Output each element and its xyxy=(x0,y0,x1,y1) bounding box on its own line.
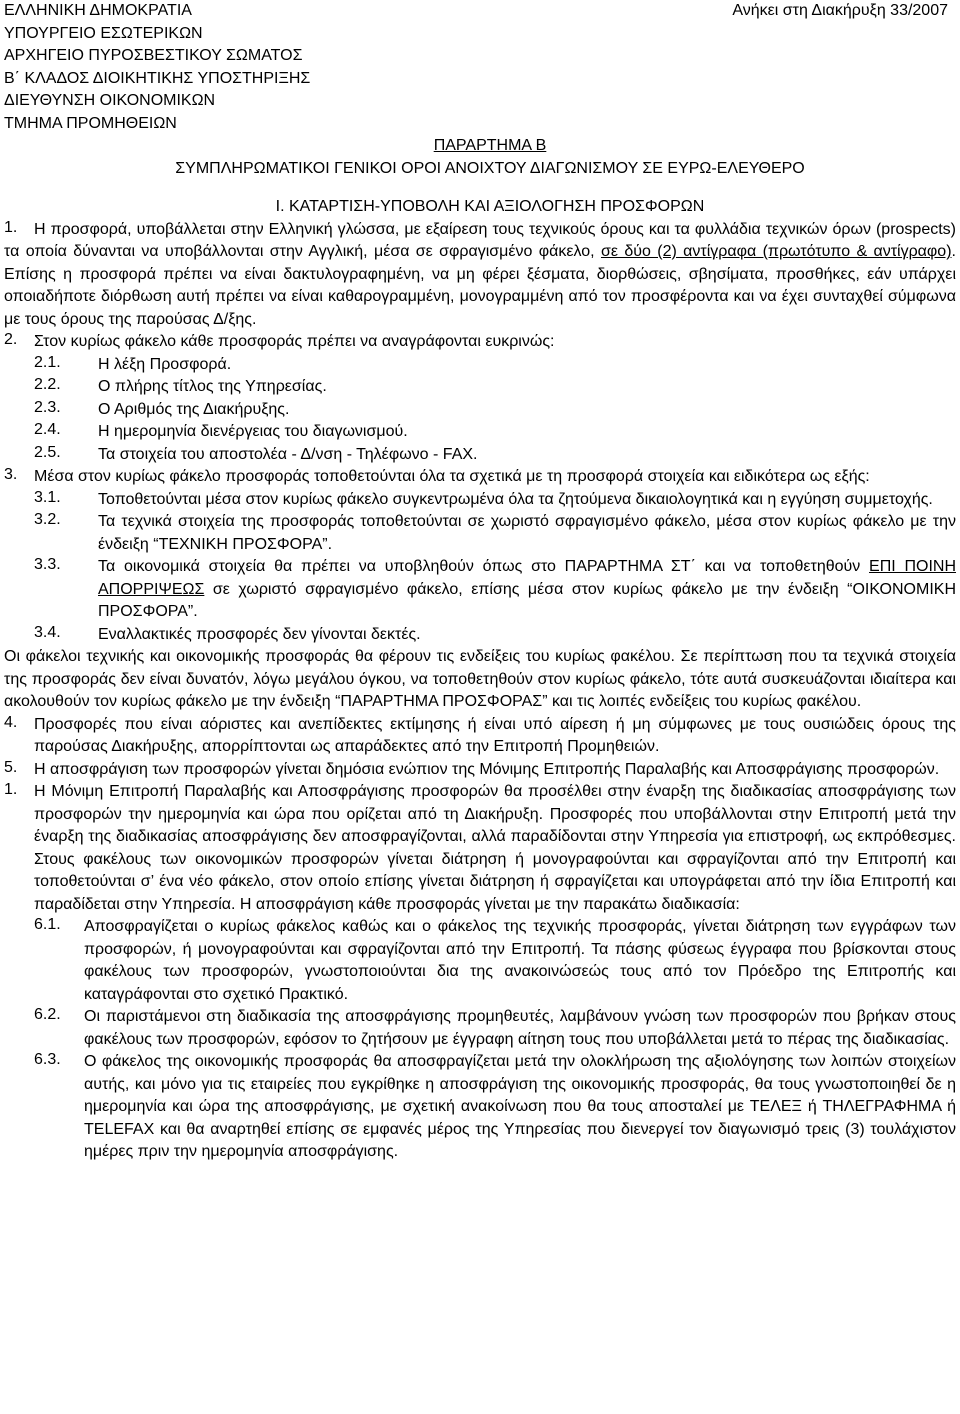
annex-subtitle: ΣΥΜΠΛΗΡΩΜΑΤΙΚΟΙ ΓΕΝΙΚΟΙ ΟΡΟΙ ΑΝΟΙΧΤΟΥ ΔΙΑΓΩΝΙΣΜΟΥ ΣΕ ΕΥΡΩ-ΕΛΕΥΘΕΡΟ xyxy=(175,159,805,177)
paragraph-4: 4. Προσφορές που είναι αόριστες και ανεπίδεκτες εκτίμησης ή είναι υπό αίρεση ή μη σύμφωνες με τους ουσιώδεις όρους της παρούσας Διακήρυξης, απορρίπτονται ως απαράδεκτες από την Επιτροπή Προμηθειών. xyxy=(4,714,956,759)
list-item: 6.3. Ο φάκελος της οικονομικής προσφοράς θα αποσφραγίζεται μετά την ολοκλήρωση της αξιολόγησης των λοιπών στοιχείων αυτής, και μόνο για τις εταιρείες που εγκρίθηκε η αποσφράγιση της οικονομικής προσφοράς, θα τους γνωστοποιηθεί δε η ημερομηνία και ώρα της αποσφράγισης, με σχετική ανακοίνωση που θα τους αποσταλεί με ΤΕΛΕΞ ή ΤΗΛΕΓΡΑΦΗΜΑ ή TELEFAX και θα αναρτηθεί επίσης σε εμφανές μέρος της Υπηρεσίας που διενεργεί τον διαγωνισμό τρεις (3) τουλάχιστον ημέρες πριν την ημερομηνία αποσφράγισης. xyxy=(34,1051,956,1160)
paragraph-3: 3. Μέσα στον κυρίως φάκελο προσφοράς τοποθετούνται όλα τα σχετικά με τη προσφορά στοιχεία και ειδικότερα ως εξής: xyxy=(4,466,956,489)
list-item: 2.2. Ο πλήρης τίτλος της Υπηρεσίας. xyxy=(34,376,327,395)
list-item: 6.2. Οι παριστάμενοι στη διαδικασία της αποσφράγισης προμηθευτές, λαμβάνουν γνώση των προσφορών που βρήκαν στους φακέλους των προσφορών, εφόσον το ζητήσουν με έγγραφη αίτηση τους που υποβάλλεται μετά το πέρας της διαδικασίας. xyxy=(34,1006,956,1048)
list-item: 3.1. Τοποθετούνται μέσα στον κυρίως φάκελο συγκεντρωμένα όλα τα ζητούμενα δικαιολογητικά και η εγγύηση συμμετοχής. xyxy=(34,488,933,508)
paragraph-number: 2. xyxy=(4,331,18,348)
header-directorate: ΔΙΕΥΘΥΝΣΗ ΟΙΚΟΝΟΜΙΚΩΝ xyxy=(4,92,216,109)
header-ministry: ΥΠΟΥΡΓΕΙΟ ΕΣΩΤΕΡΙΚΩΝ xyxy=(4,24,203,42)
section-title: Ι. ΚΑΤΑΡΤΙΣΗ-ΥΠΟΒΟΛΗ ΚΑΙ ΑΞΙΟΛΟΓΗΣΗ ΠΡΟΣΦΟΡΩΝ xyxy=(275,198,705,215)
list-item: 2.4. Η ημερομηνία διενέργειας του διαγωνισμού. xyxy=(34,421,408,440)
paragraph-number: 1. xyxy=(4,781,18,798)
paragraph-2: 2. Στον κυρίως φάκελο κάθε προσφοράς πρέπει να αναγράφονται ευκρινώς: xyxy=(4,331,956,354)
list-item: 2.5. Τα στοιχεία του αποστολέα - Δ/νση - Τηλέφωνο - FAX. xyxy=(34,443,478,463)
paragraph-number: 3. xyxy=(4,466,18,483)
paragraph-number: 4. xyxy=(4,713,18,731)
list-item: 2.1. Η λέξη Προσφορά. xyxy=(34,353,232,373)
header-right-note: Ανήκει στη Διακήρυξη 33/2007 xyxy=(732,2,948,19)
header-country: ΕΛΛΗΝΙΚΗ ΔΗΜΟΚΡΑΤΙΑ xyxy=(4,2,192,19)
list-item: 3.4. Εναλλακτικές προσφορές δεν γίνονται δεκτές. xyxy=(34,623,421,643)
paragraph-6: 1. Η Μόνιμη Επιτροπή Παραλαβής και Αποσφράγισης προσφορών θα προσέλθει στην έναρξη της διαδικασίας αποσφράγισης των προσφορών την ημερομηνία και ώρα που ορίζεται από τη Διακήρυξη. Προσφορές που υποβάλλονται στην Επιτροπή μετά την έναρξη της διαδικασίας αποσφράγισης δεν αποσφραγίζονται, αλλά παραδίδονται στην Υπηρεσία για επιστροφή, ως εκπρόθεσμες. Στους φακέλους των οικονομικών προσφορών γίνεται διάτρηση ή μονογραφούνται και σφραγίζονται από την Επιτροπή και τοποθετούνται σ’ ένα νέο φάκελο, στον οποίο επίσης γίνεται διάτρηση ή σφραγίζεται και υπογράφεται από την ίδια Επιτροπή και παραδίδεται στην Υπηρεσία. Η αποσφράγιση κάθε προσφοράς γίνεται με την παρακάτω διαδικασία: xyxy=(4,781,956,916)
list-item: 2.3. Ο Αριθμός της Διακήρυξης. xyxy=(34,398,290,418)
annex-title: ΠΑΡΑΡΤΗΜΑ Β xyxy=(433,137,547,154)
header-headquarters: ΑΡΧΗΓΕΙΟ ΠΥΡΟΣΒΕΣΤΙΚΟΥ ΣΩΜΑΤΟΣ xyxy=(4,47,303,64)
list-item: 3.3. Τα οικονομικά στοιχεία θα πρέπει να υποβληθούν όπως στο ΠΑΡΑΡΤΗΜΑ ΣΤ΄ και να τοποθετηθούν ΕΠΙ ΠΟΙΝΗ ΑΠΟΡΡΙΨΕΩΣ σε χωριστό σφραγισμένο φάκελο, επίσης μέσα στον κυρίως φάκελο με την ένδειξη “ΟΙΚΟΝΟΜΙΚΗ ΠΡΟΣΦΟΡΑ”. xyxy=(34,556,957,620)
list-item: 6.1. Αποσφραγίζεται ο κυρίως φάκελος καθώς και ο φάκελος της τεχνικής προσφοράς, γίνεται διάτρηση των εγγράφων των προσφορών, ή μονογραφούνται και σφραγίζονται από την Επιτροπή. Τα πάσης φύσεως έγγραφα που βρίσκονται στους φακέλους των προσφορών, γνωστοποιούνται δια της ανακοινώσεώς τους από τον Πρόεδρο της Επιτροπής και καταγράφονται στο σχετικό Πρακτικό. xyxy=(34,916,956,1003)
paragraph-1: 1. Η προσφορά, υποβάλλεται στην Ελληνική γλώσσα, με εξαίρεση τους τεχνικούς όρους και τα φυλλάδια τεχνικών όρων (prospects) τα οποία δύνανται να υποβάλλονται στην Αγγλική, μέσα σε σφραγισμένο φάκελο, σε δύο (2) αντίγραφα (πρωτότυπο & αντίγραφο). Επίσης η προσφορά πρέπει να είναι δακτυλογραφημένη, να μη φέρει ξέσματα, διορθώσεις, σβησίματα, προσθήκες, εάν υπάρχει οποιαδήποτε διόρθωση αυτή πρέπει να είναι καθαρογραμμένη, μονογραμμένη από τον προσφέροντα και να έχει συνταχθεί σύμφωνα με τους όρους της παρούσας Δ/ξης. xyxy=(4,219,956,332)
list-item: 3.2. Τα τεχνικά στοιχεία της προσφοράς τοποθετούνται σε χωριστό σφραγισμένο φάκελο, μέσα στον κυρίως φάκελο με την ένδειξη “ΤΕΧΝΙΚΗ ΠΡΟΣΦΟΡΑ”. xyxy=(34,511,956,553)
paragraph-number: 1. xyxy=(4,218,18,236)
header-branch: Β΄ ΚΛΑΔΟΣ ΔΙΟΙΚΗΤΙΚΗΣ ΥΠΟΣΤΗΡΙΞΗΣ xyxy=(4,69,311,87)
header-department: ΤΜΗΜΑ ΠΡΟΜΗΘΕΙΩΝ xyxy=(4,114,177,132)
paragraph-number: 5. xyxy=(4,758,18,776)
paragraph-5: 5. Η αποσφράγιση των προσφορών γίνεται δημόσια ενώπιον της Μόνιμης Επιτροπής Παραλαβής και Αποσφράγισης προσφορών. xyxy=(4,759,956,782)
paragraph-3-closing: Οι φάκελοι τεχνικής και οικονομικής προσφοράς θα φέρουν τις ενδείξεις του κυρίως φακέλου. Σε περίπτωση που τα τεχνικά στοιχεία της προσφοράς δεν είναι δυνατόν, λόγω μεγάλου όγκου, να τοποθετηθούν στον κυρίως φάκελο, τότε αυτά συσκευάζονται ιδιαίτερα και ακολουθούν τον κυρίως φάκελο με την ένδειξη “ΠΑΡΑΡΤΗΜΑ ΠΡΟΣΦΟΡΑΣ” και τις λοιπές ενδείξεις του κυρίως φακέλου. xyxy=(4,648,956,710)
header-line-1 xyxy=(4,0,956,23)
